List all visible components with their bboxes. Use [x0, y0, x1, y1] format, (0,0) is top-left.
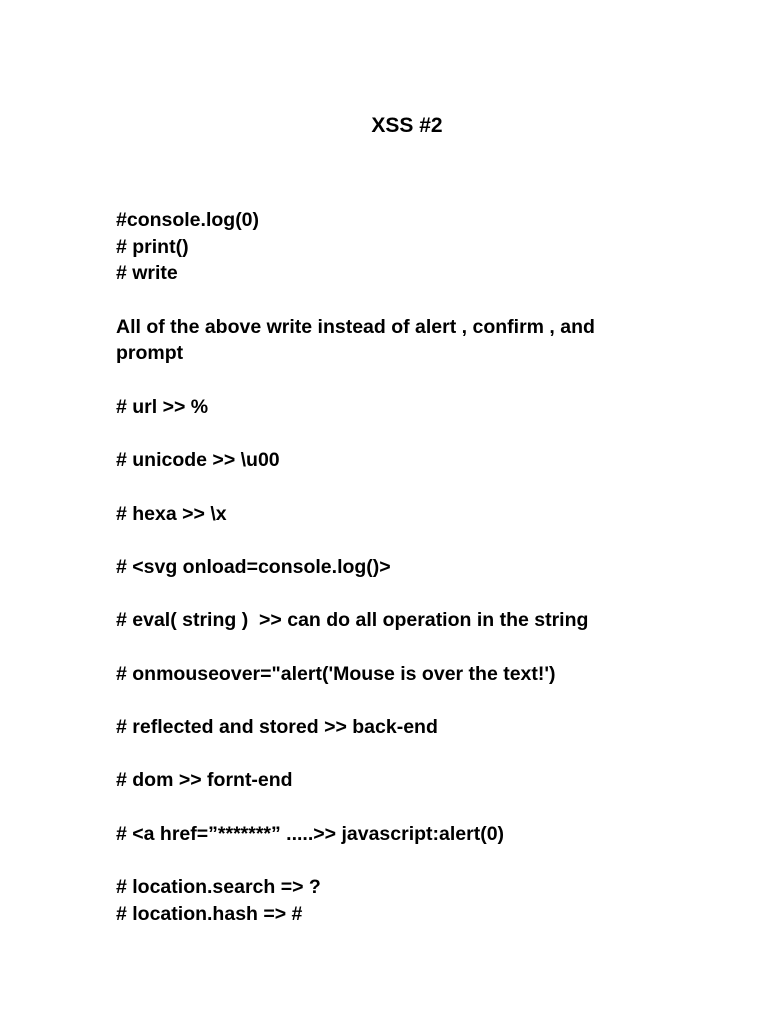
blank-line — [116, 527, 646, 554]
text-line: # print() — [116, 235, 189, 258]
text-line: # reflected and stored >> back-end — [116, 716, 438, 739]
text-line: # <a href=”*******” .....>> javascript:alert(0) — [116, 822, 505, 845]
text-line: # hexa >> \x — [116, 502, 227, 525]
text-line: #console.log(0) — [116, 209, 260, 231]
blank-line — [116, 474, 646, 501]
text-line: # unicode >> \u00 — [116, 449, 280, 472]
document-title: XSS #2 — [371, 114, 443, 137]
document-body — [116, 207, 646, 928]
blank-line — [116, 687, 646, 714]
text-line: # location.search => ? — [116, 876, 321, 899]
blank-line — [116, 741, 646, 768]
text-line: # onmouseover="alert('Mouse is over the text!') — [116, 662, 556, 685]
text-line: # url >> % — [116, 395, 209, 418]
blank-line — [116, 634, 646, 661]
blank-line — [116, 367, 646, 394]
text-line: # eval( string ) >> can do all operation in the string — [116, 609, 589, 632]
text-line: All of the above write instead of alert , confirm , and — [116, 315, 595, 338]
blank-line — [116, 287, 646, 314]
blank-line — [116, 848, 646, 875]
blank-line — [116, 421, 646, 448]
text-line: # write — [116, 262, 178, 285]
blank-line — [116, 794, 646, 821]
text-line: prompt — [116, 342, 184, 365]
text-line: # dom >> fornt-end — [116, 769, 293, 792]
blank-line — [116, 581, 646, 608]
text-line: # <svg onload=console.log()> — [116, 555, 391, 578]
text-line: # location.hash => # — [116, 902, 303, 925]
